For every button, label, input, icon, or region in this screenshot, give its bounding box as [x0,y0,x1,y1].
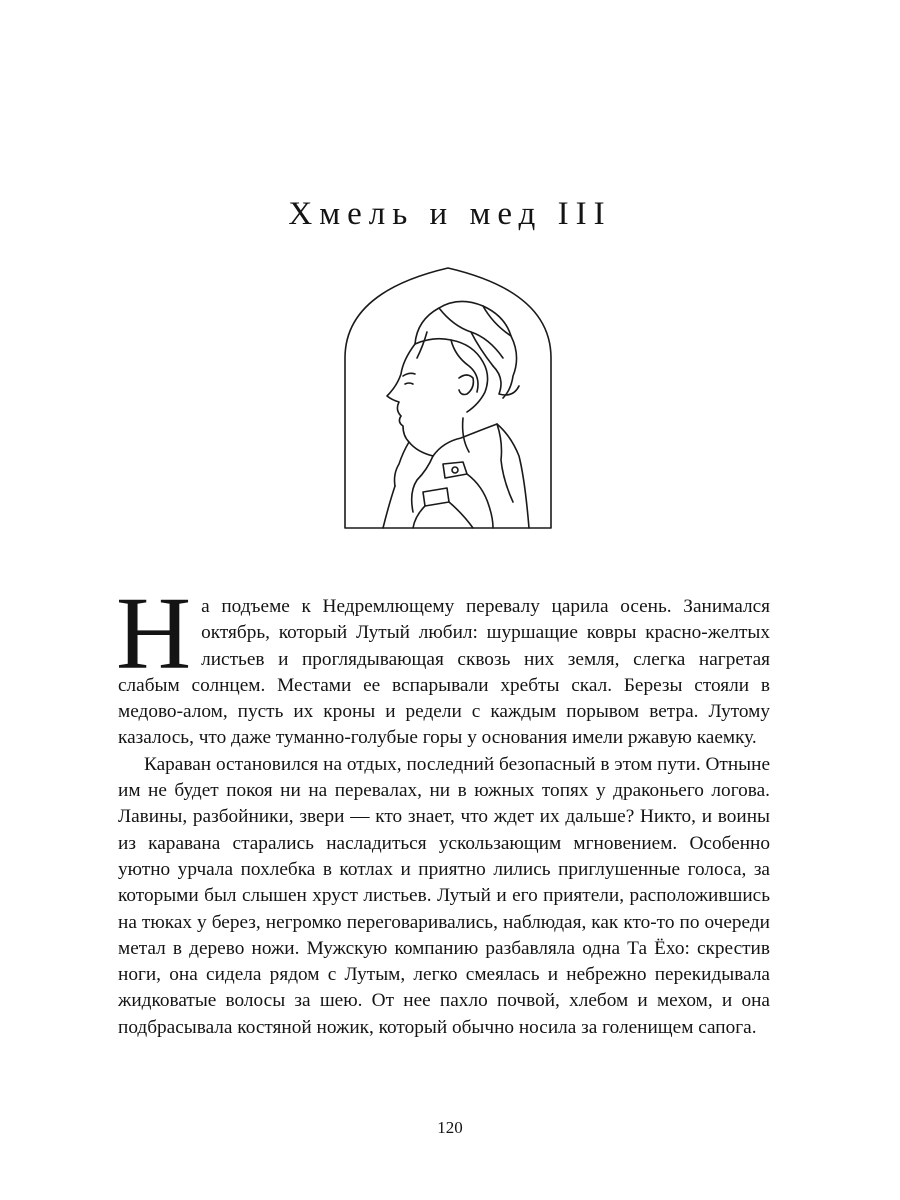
paragraph-1-text: а подъеме к Недремлющему перевалу царила осень. Занимался октябрь, который Лутый любил: шуршащие ковры красно-желтых листьев и проглядывающая сквозь них земля, слегка нагретая слабым солнцем. Местами ее вспарывали хребты скал. Березы стояли в медово-алом, пусть их кроны и редели с каждым порывом ветра. Лутому казалось, что даже туманно-голубые горы у основания имели ржавую каемку. [118,596,770,749]
page-number: 120 [437,1118,463,1137]
arch-frame [345,268,551,528]
face-profile [387,344,433,456]
drop-cap: Н [116,576,192,691]
body-text [116,576,770,1041]
coat-clasp [423,488,449,506]
portrait-illustration [343,266,553,530]
ear [459,375,473,395]
paragraph-2: Караван остановился на отдых, последний безопасный в этом пути. Отныне им не будет покоя ни на перевалах, ни в южных топях у драконьего логова. Лавины, разбойники, звери — кто знает, что ждет их дальше? Никто, и воины из каравана старались насладиться ускользающим мгновением. Особенно уютно урчала похлебка в котлах и приятно лились приглушенные голоса, за которыми был слышен хруст листьев. Лутый и его приятели, расположившись на тюках у берез, негромко переговаривались, наблюдая, как кто-то по очереди метал в дерево ножи. Мужскую компанию разбавляла одна Та Ёхо: скрестив ноги, она сидела рядом с Лутым, легко смеялась и небрежно перекидывала жидковатые волосы за шею. От нее пахло почвой, хлебом и мехом, и она подбрасывала костяной ножик, который обычно носила за голенищем сапога. [118,753,770,1038]
paragraph-1 [116,576,770,752]
chapter-title: Хмель и мед III [288,196,612,232]
